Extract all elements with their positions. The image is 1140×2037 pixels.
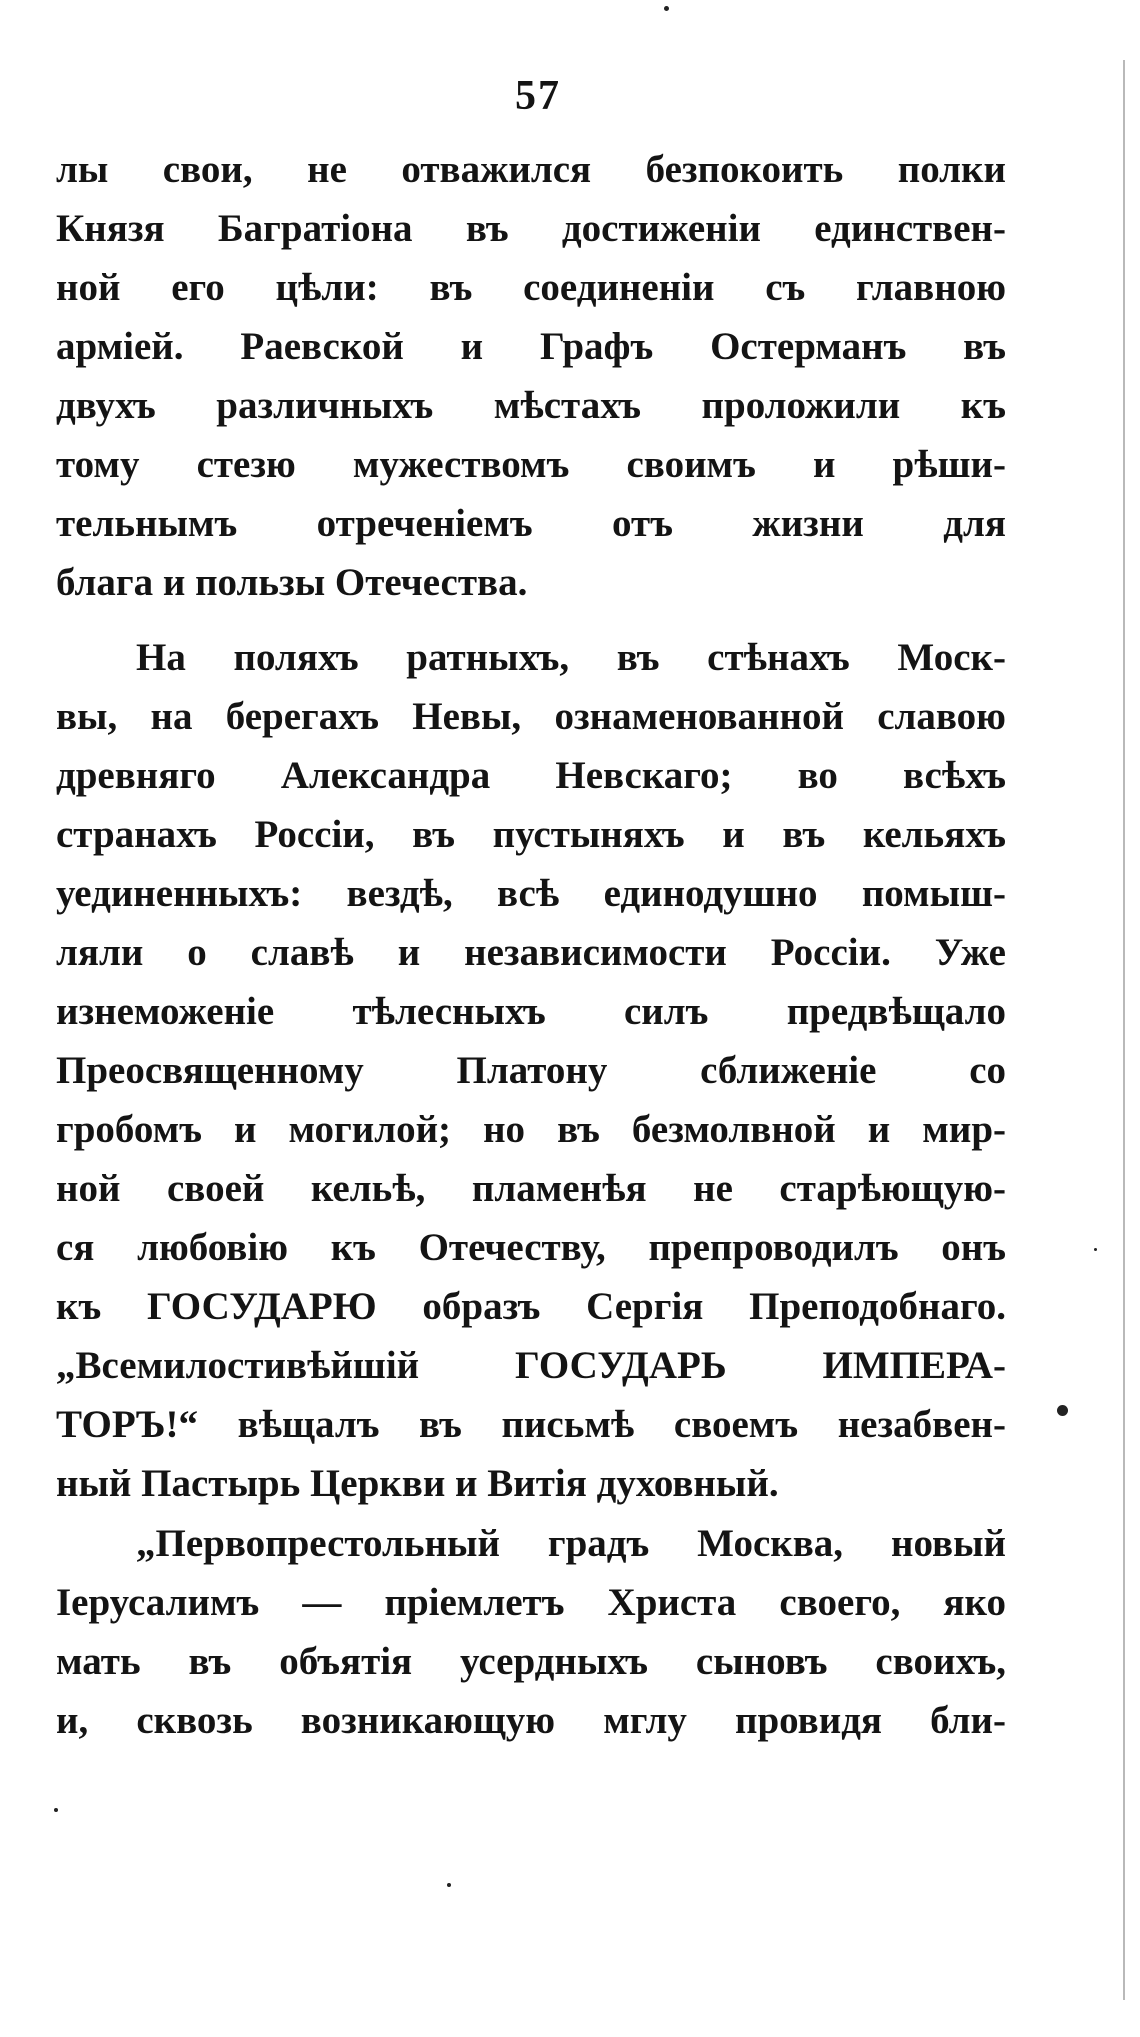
paragraph-2 (56, 628, 1006, 1513)
text-line: тому стезю мужествомъ своимъ и рѣши- (56, 443, 1006, 486)
text-line: ляли о славѣ и независимости Россіи. Уже (56, 931, 1006, 974)
text-line: изнеможеніе тѣлесныхъ силъ предвѣщало (56, 990, 1006, 1033)
text-line: странахъ Россіи, въ пустыняхъ и въ кельяхъ (56, 813, 1006, 856)
text-line: Іерусалимъ — пріемлетъ Христа своего, яко (56, 1581, 1006, 1624)
print-speck (54, 1808, 58, 1812)
text-line: ТОРЪ!“ вѣщалъ въ письмѣ своемъ незабвен- (56, 1403, 1006, 1446)
print-speck (447, 1883, 451, 1887)
paragraph-1 (56, 140, 1006, 612)
page-number: 57 (515, 73, 561, 119)
page-edge-shadow (1123, 60, 1125, 2000)
text-line: къ ГОСУДАРЮ образъ Сергія Преподобнаго. (56, 1285, 1006, 1328)
text-line: Преосвященному Платону сближеніе со (56, 1049, 1006, 1092)
print-speck (1057, 1405, 1068, 1416)
text-line: вы, на берегахъ Невы, ознаменованной славою (56, 695, 1006, 738)
text-line: „Всемилостивѣйшій ГОСУДАРЬ ИМПЕРА- (56, 1344, 1006, 1387)
text-line: мать въ объятія усердныхъ сыновъ своихъ, (56, 1640, 1006, 1683)
print-speck (1094, 1248, 1097, 1251)
text-line: ный Пастырь Церкви и Витія духовный. (56, 1462, 779, 1505)
text-line: На поляхъ ратныхъ, въ стѣнахъ Моск- (136, 636, 1006, 679)
text-line: „Первопрестольный градъ Москва, новый (136, 1522, 1006, 1565)
text-line: арміей. Раевской и Графъ Остерманъ въ (56, 325, 1006, 368)
paragraph-3 (56, 1514, 1006, 1750)
text-line: ной его цѣли: въ соединеніи съ главною (56, 266, 1006, 309)
text-line: уединенныхъ: вездѣ, всѣ единодушно помыш- (56, 872, 1006, 915)
text-line: блага и пользы Отечества. (56, 561, 528, 604)
text-line: Князя Багратіона въ достиженіи единствен- (56, 207, 1006, 250)
text-line: гробомъ и могилой; но въ безмолвной и мир- (56, 1108, 1006, 1151)
text-line: ной своей кельѣ, пламенѣя не старѣющую- (56, 1167, 1006, 1210)
text-line: ся любовію къ Отечеству, препроводилъ онъ (56, 1226, 1006, 1269)
text-line: древняго Александра Невскаго; во всѣхъ (56, 754, 1006, 797)
text-line: и, сквозь возникающую мглу провидя бли- (56, 1699, 1006, 1742)
text-line: двухъ различныхъ мѣстахъ проложили къ (56, 384, 1006, 427)
text-line: тельнымъ отреченіемъ отъ жизни для (56, 502, 1006, 545)
text-line: лы свои, не отважился безпокоить полки (56, 148, 1006, 191)
print-speck (664, 6, 669, 11)
